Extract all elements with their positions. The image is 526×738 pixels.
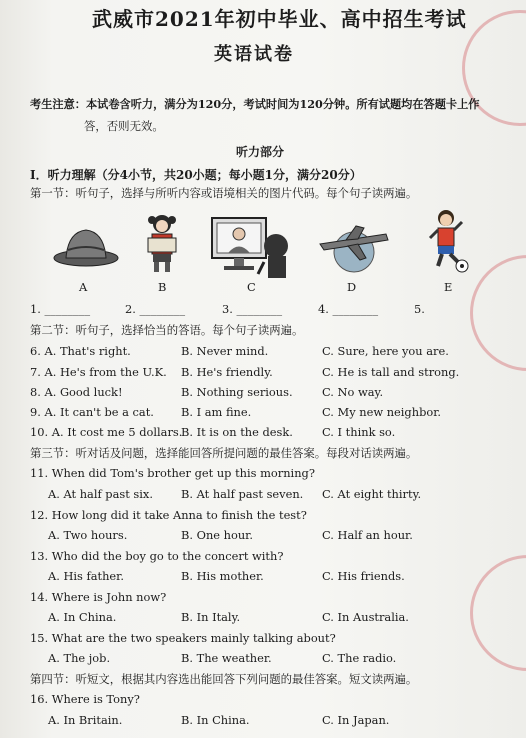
answer-blank-2: 2. ________ [125,302,186,316]
section-one-heading: Ⅰ．听力理解（分4小节，共20小题；每小题1分，满分20分） [30,168,362,182]
part-heading: 听力部分 [236,145,285,159]
q11-option-c: C. At eight thirty. [322,487,422,501]
q7-option-a: 7. A. He's from the U.K. [30,365,167,379]
section-4-instructions: 第四节：听短文，根据其内容选出能回答下列问题的最佳答案。短文读两遍。 [30,672,418,686]
q14-option-b: B. In Italy. [181,610,241,624]
red-seal-middle-right [470,255,526,371]
section-2-instructions: 第二节：听句子，选择恰当的答语。每个句子读两遍。 [30,323,304,337]
q15-option-b: B. The weather. [181,651,272,665]
picture-label-b: B [158,280,167,294]
q12-question: 12. How long did it take Anna to finish the test? [30,508,307,522]
q16-option-a: A. In Britain. [48,713,123,727]
q8-option-b: B. Nothing serious. [181,385,293,399]
q7-option-c: C. He is tall and strong. [322,365,460,379]
q16-option-c: C. In Japan. [322,713,390,727]
answer-blank-3: 3. ________ [222,302,283,316]
q13-option-b: B. His mother. [181,569,264,583]
q10-option-c: C. I think so. [322,425,396,439]
q13-option-c: C. His friends. [322,569,405,583]
q15-option-a: A. The job. [48,651,111,665]
q12-option-b: B. One hour. [181,528,253,542]
q9-option-b: B. I am fine. [181,405,252,419]
section-1-instructions: 第一节：听句子，选择与所听内容或语境相关的图片代码。每个句子读两遍。 [30,186,418,200]
picture-label-e: E [444,280,453,294]
q15-question: 15. What are the two speakers mainly talking about? [30,631,336,645]
q11-option-b: B. At half past seven. [181,487,304,501]
q8-option-c: C. No way. [322,385,384,399]
q10-option-b: B. It is on the desk. [181,425,293,439]
exam-title: 武威市2021年初中毕业、高中招生考试 [92,7,467,31]
answer-blank-4: 4. ________ [318,302,379,316]
q9-option-c: C. My new neighbor. [322,405,442,419]
notice-line-1: 考生注意：本试卷含听力，满分为120分，考试时间为120分钟。所有试题均在答题卡上作 [30,97,480,111]
q14-option-c: C. In Australia. [322,610,409,624]
notice-line-2: 答，否则无效。 [84,119,164,133]
exam-subtitle: 英语试卷 [214,44,294,65]
q7-option-b: B. He's friendly. [181,365,273,379]
q12-option-a: A. Two hours. [48,528,128,542]
answer-blank-5: 5. [414,302,425,316]
q6-option-b: B. Never mind. [181,344,269,358]
answer-blank-1: 1. ________ [30,302,91,316]
q8-option-a: 8. A. Good luck! [30,385,123,399]
q6-option-a: 6. A. That's right. [30,344,131,358]
hat-picture [52,222,120,268]
section-3-instructions: 第三节：听对话及问题，选择能回答所提问题的最佳答案。每段对话读两遍。 [30,446,418,460]
q14-option-a: A. In China. [48,610,117,624]
q16-question: 16. Where is Tony? [30,692,140,706]
red-seal-bottom-right [470,555,526,671]
q6-option-c: C. Sure, here you are. [322,344,449,358]
q11-question: 11. When did Tom's brother get up this morning? [30,466,315,480]
girl-with-book-picture [140,212,184,274]
picture-label-c: C [247,280,256,294]
computer-video-call-picture [210,216,294,280]
q16-option-b: B. In China. [181,713,250,727]
q14-question: 14. Where is John now? [30,590,167,604]
q13-question: 13. Who did the boy go to the concert with? [30,549,284,563]
q9-option-a: 9. A. It can't be a cat. [30,405,154,419]
boy-playing-football-picture [424,208,470,274]
q11-option-a: A. At half past six. [48,487,153,501]
picture-label-a: A [79,280,88,294]
q10-option-a: 10. A. It cost me 5 dollars. [30,425,183,439]
airplane-picture [316,222,392,274]
picture-label-d: D [347,280,357,294]
q13-option-a: A. His father. [48,569,124,583]
q12-option-c: C. Half an hour. [322,528,413,542]
q15-option-c: C. The radio. [322,651,397,665]
